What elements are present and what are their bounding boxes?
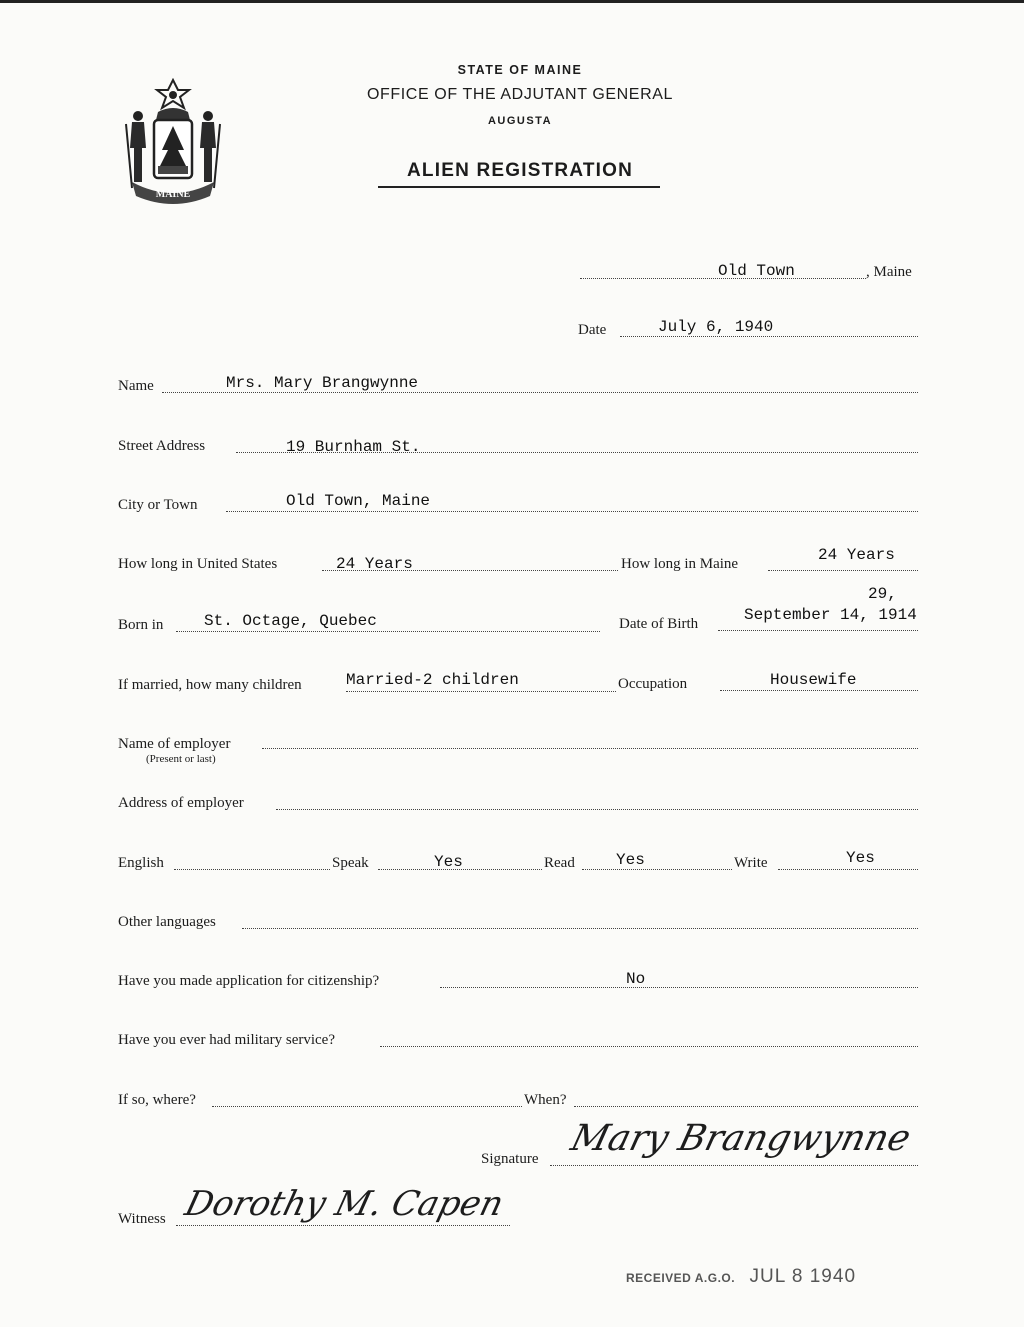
born-in-dotted-line — [176, 631, 600, 632]
born-in-label: Born in — [118, 617, 164, 633]
place-suffix: , Maine — [866, 264, 912, 280]
signature-handwriting: Mary Brangwynne — [566, 1118, 915, 1159]
read-value: Yes — [616, 851, 645, 869]
witness-handwriting: Dorothy M. Capen — [181, 1184, 508, 1224]
when-dotted-line — [574, 1106, 918, 1107]
employer-address-label: Address of employer — [118, 795, 244, 811]
name-label: Name — [118, 378, 154, 394]
date-label: Date — [578, 322, 607, 338]
citizenship-label: Have you made application for citizenship? — [118, 973, 380, 989]
english-dotted-line — [174, 869, 330, 870]
employer-address-dotted-line — [276, 809, 918, 810]
children-dotted-line — [346, 691, 616, 692]
speak-value: Yes — [434, 853, 463, 871]
signature-label: Signature — [481, 1151, 539, 1167]
military-service-dotted-line — [380, 1046, 918, 1047]
english-label: English — [118, 855, 164, 871]
place-town-value: Old Town — [718, 262, 795, 280]
state-heading: STATE OF MAINE — [457, 63, 583, 77]
date-of-birth-label: Date of Birth — [619, 616, 699, 632]
witness-label: Witness — [118, 1211, 166, 1227]
write-label: Write — [734, 855, 768, 871]
date-of-birth-value: September 14, 1914 — [744, 606, 917, 624]
received-stamp-label: RECEIVED A.G.O. — [626, 1271, 736, 1285]
employer-dotted-line — [262, 748, 918, 749]
children-value: Married-2 children — [346, 671, 519, 689]
born-in-value: St. Octage, Quebec — [204, 612, 377, 630]
office-heading: OFFICE OF THE ADJUTANT GENERAL — [366, 86, 674, 103]
maine-duration-value: 24 Years — [818, 546, 895, 564]
maine-duration-label: How long in Maine — [621, 556, 739, 572]
date-of-birth-correction: 29, — [868, 585, 897, 603]
street-address-label: Street Address — [118, 438, 206, 454]
write-dotted-line — [778, 869, 918, 870]
other-languages-dotted-line — [242, 928, 918, 929]
speak-label: Speak — [332, 855, 369, 871]
witness-dotted-line — [176, 1225, 510, 1226]
employer-sublabel: (Present or last) — [146, 753, 216, 765]
where-dotted-line — [212, 1106, 522, 1107]
maine-duration-dotted-line — [768, 570, 918, 571]
children-label: If married, how many children — [118, 677, 302, 693]
write-value: Yes — [846, 849, 875, 867]
read-dotted-line — [582, 869, 732, 870]
city-town-dotted-line — [226, 511, 918, 512]
scan-top-edge — [0, 0, 1024, 3]
citizenship-dotted-line — [440, 987, 918, 988]
city-town-value: Old Town, Maine — [286, 492, 431, 510]
title-underline — [378, 186, 660, 188]
name-value: Mrs. Mary Brangwynne — [226, 374, 419, 392]
svg-text:MAINE: MAINE — [155, 189, 191, 200]
signature-dotted-line — [550, 1165, 918, 1166]
date-of-birth-dotted-line — [718, 630, 918, 631]
where-label: If so, where? — [118, 1092, 196, 1108]
form-title: ALIEN REGISTRATION — [406, 160, 634, 181]
us-duration-label: How long in United States — [118, 556, 278, 572]
occupation-label: Occupation — [618, 676, 688, 692]
name-dotted-line — [162, 392, 918, 393]
street-address-value: 19 Burnham St. — [286, 438, 421, 456]
read-label: Read — [544, 855, 575, 871]
military-service-label: Have you ever had military service? — [118, 1032, 335, 1048]
city-town-label: City or Town — [118, 497, 198, 513]
date-dotted-line — [620, 336, 918, 337]
employer-label: Name of employer — [118, 736, 231, 752]
maine-state-seal-icon — [118, 78, 228, 206]
other-languages-label: Other languages — [118, 914, 216, 930]
received-stamp-date: JUL 8 1940 — [749, 1266, 857, 1287]
city-heading: AUGUSTA — [487, 115, 553, 127]
date-value: July 6, 1940 — [658, 318, 774, 336]
occupation-value: Housewife — [770, 671, 857, 689]
us-duration-value: 24 Years — [336, 555, 413, 573]
when-label: When? — [524, 1092, 567, 1108]
received-stamp — [626, 1266, 856, 1288]
occupation-dotted-line — [720, 690, 918, 691]
citizenship-value: No — [626, 970, 646, 988]
